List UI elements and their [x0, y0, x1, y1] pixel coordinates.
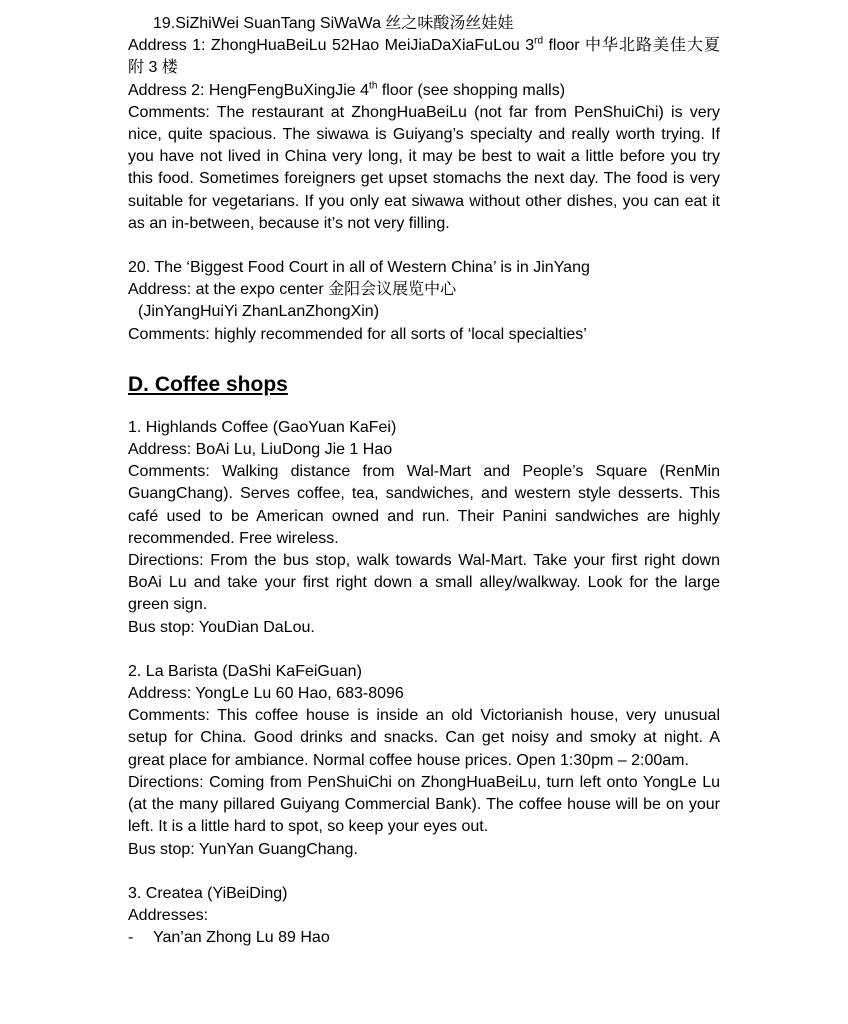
shop-1-comments: Comments: Walking distance from Wal-Mart and People’s Square (RenMin GuangChang). Serves coffee, tea, sandwiches, and western style desserts. This café used to be American owned and run. Their Panini sandwiches are highly recommended. Free wireless. [128, 463, 720, 547]
shop-1-directions: Directions: From the bus stop, walk towards Wal-Mart. Take your first right down BoAi Lu and take your first right down a small alley/walkway. Look for the large green sign. [128, 552, 720, 614]
entry-19-title-text: SiZhiWei SuanTang SiWaWa 丝之味酸汤丝娃娃 [175, 15, 514, 32]
shop-1-bus-stop: Bus stop: YouDian DaLou. [128, 618, 315, 636]
entry-20-comments: Comments: highly recommended for all sorts of ‘local specialties’ [128, 325, 587, 343]
shop-3-address-list-item [128, 927, 720, 949]
coffee-shop-2 [128, 661, 720, 861]
shop-2-directions: Directions: Coming from PenShuiChi on ZhongHuaBeiLu, turn left onto YongLe Lu (at the many pillared Guiyang Commercial Bank). The coffee house will be on your left. It is a little hard to spot, so keep your eyes out. [128, 773, 720, 836]
shop-2-bus-stop: Bus stop: YunYan GuangChang. [128, 840, 358, 858]
entry-19-address-1: Address 1: ZhongHuaBeiLu 52Hao MeiJiaDaXiaFuLou 3rd floor 中华北路美佳大夏附 3 楼 [128, 35, 720, 77]
shop-1-title: 1. Highlands Coffee (GaoYuan KaFei) [128, 418, 397, 436]
shop-1-address: Address: BoAi Lu, LiuDong Jie 1 Hao [128, 441, 393, 459]
entry-20-address: Address: at the expo center 金阳会议展览中心 [128, 281, 457, 299]
entry-20 [128, 257, 720, 346]
page-content [128, 13, 720, 949]
shop-2-address: Address: YongLe Lu 60 Hao, 683-8096 [128, 685, 404, 703]
entry-19-address-2: Address 2: HengFengBuXingJie 4th floor (see shopping malls) [128, 80, 566, 99]
shop-3-title: 3. Createa (YiBeiDing) [128, 884, 288, 902]
shop-3-addresses-label: Addresses: [128, 906, 209, 924]
list-dash: - [128, 929, 134, 947]
shop-3-address-1: Yan’an Zhong Lu 89 Hao [153, 929, 330, 947]
coffee-shop-1 [128, 417, 720, 639]
shop-2-comments: Comments: This coffee house is inside an old Victorianish house, very unusual setup for China. Good drinks and snacks. Can get noisy and smoky at night. A great place for ambiance. Normal coffee house prices. Open 1:30pm – 2:00am. [128, 707, 720, 769]
shop-2-title: 2. La Barista (DaShi KaFeiGuan) [128, 662, 362, 680]
entry-20-title: 20. The ‘Biggest Food Court in all of Western China’ is in JinYang [128, 259, 590, 277]
entry-19-title [128, 13, 720, 35]
section-heading-coffee-shops: D. Coffee shops [128, 372, 288, 396]
entry-19 [128, 13, 720, 235]
coffee-shop-3 [128, 883, 720, 950]
entry-20-address-pinyin: (JinYangHuiYi ZhanLanZhongXin) [138, 303, 380, 321]
entry-19-number: 19. [153, 15, 176, 32]
entry-19-comments: Comments: The restaurant at ZhongHuaBeiLu (not far from PenShuiChi) is very nice, quite spacious. The siwawa is Guiyang’s specialty and really worth trying. If you have not lived in China very long, it may be best to wait a little before you try this food. Sometimes foreigners get upset stomachs the next day. The food is very suitable for vegetarians. If you only eat siwawa without other dishes, you can eat it as an in-between, because it’s not very filling. [128, 103, 720, 232]
